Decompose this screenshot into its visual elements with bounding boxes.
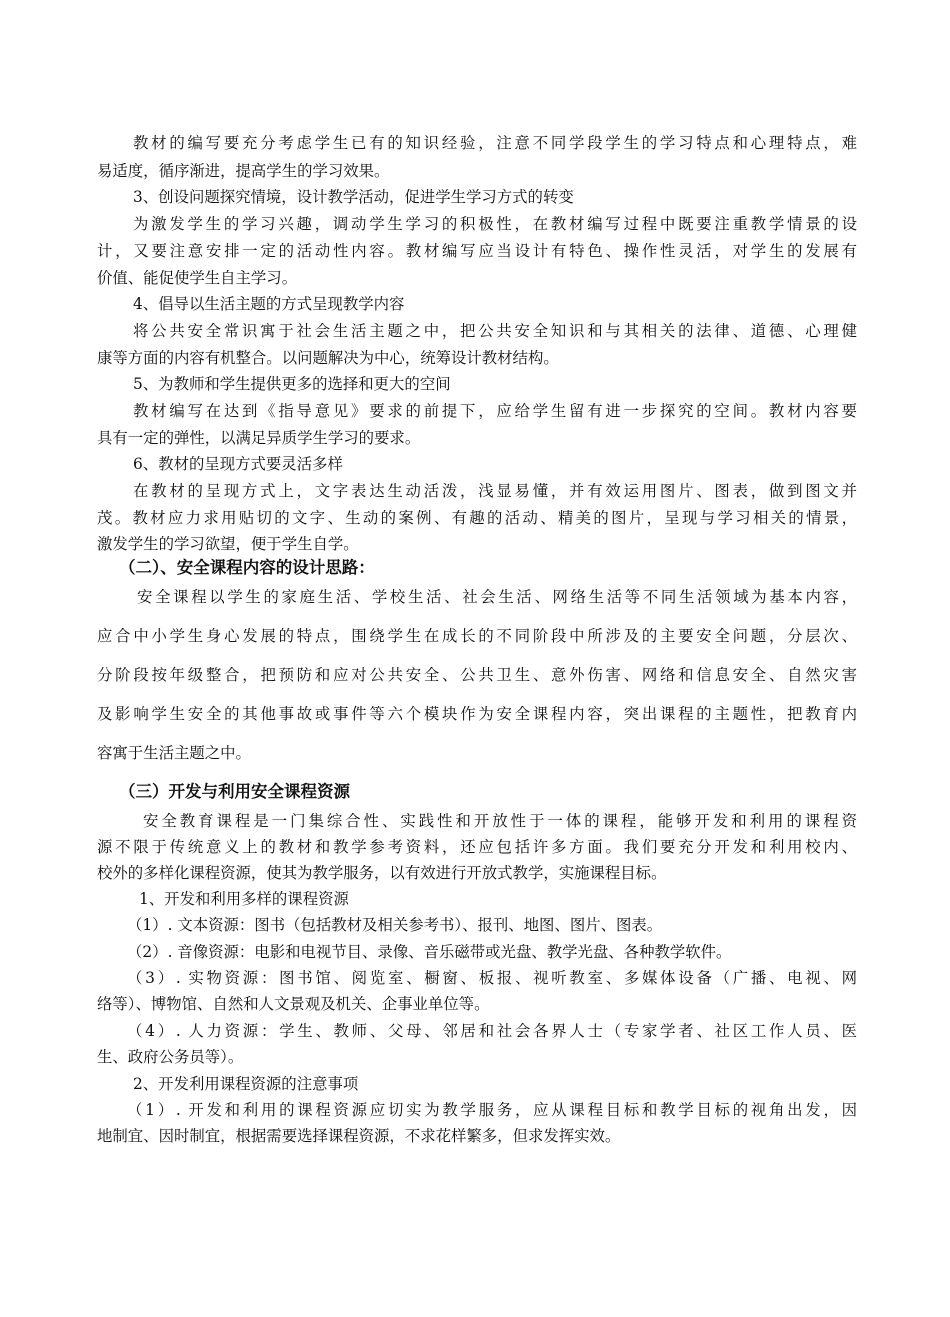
section-item-heading: 1、开发和利用多样的课程资源 (139, 890, 349, 908)
list-item: （2）. 音像资源：电影和电视节目、录像、音乐磁带或光盘、教学光盘、各种教学软件。 (127, 943, 732, 961)
section-item-heading: 3、创设问题探究情境，设计教学活动，促进学生学习方式的转变 (133, 188, 574, 206)
section-item-heading: 6、教材的呈现方式要灵活多样 (133, 455, 343, 473)
section-heading-three: （三）开发与利用安全课程资源 (119, 782, 350, 801)
section-heading-two: （二）、安全课程内容的设计思路： (119, 558, 375, 577)
paragraph-line: 为激发学生的学习兴趣，调动学生学习的积极性，在教材编写过程中既要注重教学情景的设 (133, 215, 857, 233)
section-item-heading: 5、为教师和学生提供更多的选择和更大的空间 (133, 375, 451, 393)
list-item: （4）. 人力资源：学生、教师、父母、邻居和社会各界人士（专家学者、社区工作人员、医 (127, 1022, 857, 1040)
paragraph-line: 容寓于生活主题之中。 (97, 744, 251, 762)
paragraph-line: 易适度，循序渐进，提高学生的学习效果。 (97, 162, 390, 180)
list-item-continuation: 地制宜、因时制宜，根据需要选择课程资源，不求花样繁多，但求发挥实效。 (97, 1127, 621, 1145)
section-item-heading: 2、开发利用课程资源的注意事项 (133, 1075, 359, 1093)
list-item: （1）. 开发和利用的课程资源应切实为教学服务，应从课程目标和教学目标的视角出发，因 (127, 1101, 857, 1119)
paragraph-line: 安全课程以学生的家庭生活、学校生活、社会生活、网络生活等不同生活领域为基本内容， (137, 588, 857, 606)
list-item: （3）. 实物资源：图书馆、阅览室、橱窗、板报、视听教室、多媒体设备（广播、电视、网 (127, 969, 857, 987)
paragraph-line: 安全教育课程是一门集综合性、实践性和开放性于一体的课程，能够开发和利用的课程资 (143, 812, 857, 830)
paragraph-line: 源不限于传统意义上的教材和教学参考资料，还应包括许多方面。我们要充分开发和利用校内、 (97, 838, 857, 856)
paragraph-line: 教材的编写要充分考虑学生已有的知识经验，注意不同学段学生的学习特点和心理特点，难 (133, 134, 857, 152)
list-item: （1）. 文本资源：图书（包括教材及相关参考书）、报刊、地图、图片、图表。 (127, 916, 663, 934)
paragraph-line: 价值、能促使学生自主学习。 (97, 269, 298, 287)
paragraph-line: 应合中小学生身心发展的特点，围绕学生在成长的不同阶段中所涉及的主要安全问题，分层次、 (97, 627, 857, 645)
paragraph-line: 茂。教材应力求用贴切的文字、生动的案例、有趣的活动、精美的图片，呈现与学习相关的情景， (97, 509, 857, 527)
list-item-continuation: 络等）、博物馆、自然和人文景观及机关、企事业单位等。 (97, 995, 490, 1013)
paragraph-line: 教材编写在达到《指导意见》要求的前提下，应给学生留有进一步探究的空间。教材内容要 (133, 402, 857, 420)
paragraph-line: 在教材的呈现方式上，文字表达生动活泼，浅显易懂，并有效运用图片、图表，做到图文并 (133, 482, 857, 500)
paragraph-line: 校外的多样化课程资源，使其为教学服务，以有效进行开放式教学，实施课程目标。 (97, 864, 667, 882)
paragraph-line: 将公共安全常识寓于社会生活主题之中，把公共安全知识和与其相关的法律、道德、心理健 (133, 322, 857, 340)
paragraph-line: 及影响学生安全的其他事故或事件等六个模块作为安全课程内容，突出课程的主题性，把教育内 (97, 705, 857, 723)
section-item-heading: 4、倡导以生活主题的方式呈现教学内容 (133, 295, 405, 313)
paragraph-line: 具有一定的弹性，以满足异质学生学习的要求。 (97, 429, 421, 447)
paragraph-line: 激发学生的学习欲望，便于学生自学。 (97, 535, 359, 553)
paragraph-line: 分阶段按年级整合，把预防和应对公共安全、公共卫生、意外伤害、网络和信息安全、自然灾害 (97, 666, 857, 684)
list-item-continuation: 生、政府公务员等）。 (97, 1048, 244, 1066)
paragraph-line: 康等方面的内容有机整合。以问题解决为中心，统筹设计教材结构。 (97, 349, 559, 367)
paragraph-line: 计，又要注意安排一定的活动性内容。教材编写应当设计有特色、操作性灵活，对学生的发展有 (97, 242, 857, 260)
